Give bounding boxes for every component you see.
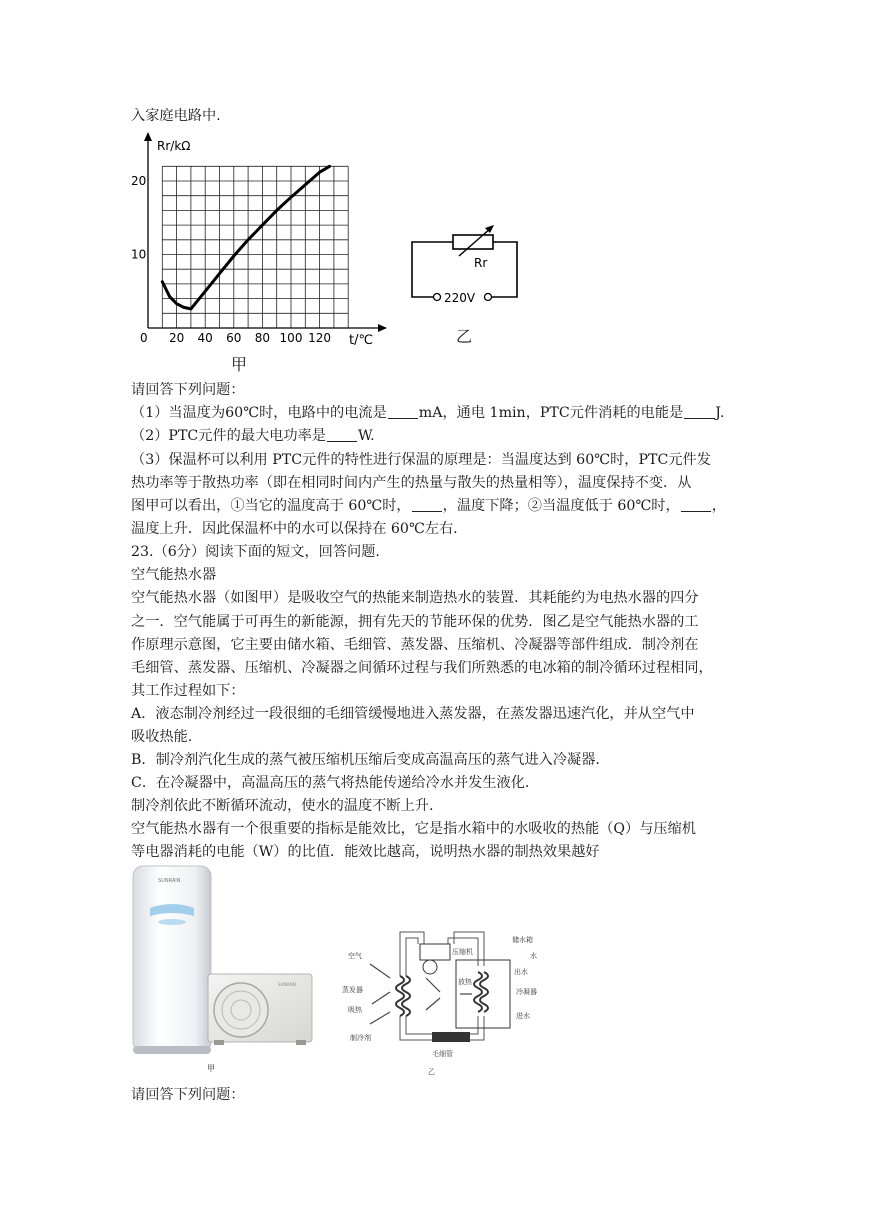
q1-text-b: mA，通电 1min，PTC元件消耗的电能是 <box>418 405 684 421</box>
x-axis-arrow <box>378 324 387 332</box>
diagram-caption: 乙 <box>428 1068 435 1076</box>
photo-caption: 甲 <box>207 1064 215 1073</box>
x-axis-label: t/℃ <box>349 333 374 348</box>
question-2 <box>131 426 741 446</box>
label-water: 水 <box>530 952 537 960</box>
y-tick-label: 10 <box>131 247 147 262</box>
cycle-line: 制冷剂依此不断循环流动，使水的温度不断上升. <box>131 798 434 814</box>
label-evaporator: 蒸发器 <box>342 986 363 994</box>
brand-logo: SUNRAIN <box>158 878 181 884</box>
tank-base <box>133 1046 211 1054</box>
heat-arrow <box>370 1012 390 1024</box>
article-title: 空气能热水器 <box>131 567 217 583</box>
heat-arrow <box>370 964 390 978</box>
efficiency-line: 等电器消耗的电能（W）的比值．能效比越高，说明热水器的制热效果越好 <box>131 844 600 860</box>
x-tick-label: 60 <box>226 331 242 345</box>
label-release: 放热 <box>458 978 472 986</box>
label-absorb: 吸热 <box>348 1006 362 1014</box>
question-3-line: 热功率等于散热功率（即在相同时间内产生的热量与散失的热量相等），温度保持不变．从 <box>131 475 692 491</box>
x-tick-label: 120 <box>308 331 332 345</box>
terminal <box>485 294 492 301</box>
q3-text-a: 图甲可以看出，①当它的温度高于 60℃时， <box>131 498 411 514</box>
q2-text-a: （2）PTC元件的最大电功率是 <box>131 428 326 444</box>
water-tank <box>133 866 211 1052</box>
final-prompt: 请回答下列问题： <box>131 1087 245 1103</box>
step-a-line: 吸收热能. <box>131 729 193 745</box>
step-a-line: A．液态制冷剂经过一段很细的毛细管缓慢地进入蒸发器，在蒸发器迅速汽化，并从空气中 <box>131 706 695 722</box>
question-3-line <box>131 496 741 516</box>
answer-blank <box>327 427 357 442</box>
x-tick-label: 100 <box>279 331 303 345</box>
y-tick-label: 20 <box>131 174 147 188</box>
pipe <box>406 1016 432 1034</box>
heat-arrow <box>426 998 440 1010</box>
circuit-diagram <box>405 222 530 307</box>
efficiency-line: 空气能热水器有一个很重要的指标是能效比，它是指水箱中的水吸收的热能（Q）与压缩机 <box>131 821 696 837</box>
ptc-resistor <box>453 235 493 249</box>
step-c-line: C．在冷凝器中，高温高压的蒸气将热能传递给冷水并发生液化. <box>131 775 530 791</box>
brand-logo: SUNRAIN <box>278 982 296 987</box>
problem-23-title: 23.（6分）阅读下面的短文，回答问题. <box>131 544 380 560</box>
graph-grid <box>162 166 348 328</box>
q1-text-a: （1）当温度为60℃时，电路中的电流是 <box>131 405 387 421</box>
label-capillary: 毛细管 <box>432 1050 453 1058</box>
resistor-label: Rr <box>474 256 488 270</box>
question-prompt: 请回答下列问题： <box>131 382 245 398</box>
resistance-temperature-graph <box>125 130 395 355</box>
x-tick-label: 20 <box>168 331 185 345</box>
capillary-tube <box>432 1032 470 1042</box>
article-paragraph-line: 作原理示意图，它主要由储水箱、毛细管、蒸发器、压缩机、冷凝器等部件组成．制冷剂在 <box>131 637 699 653</box>
unit-foot <box>214 1040 224 1045</box>
q2-text-b: W. <box>357 428 375 444</box>
condenser-coil <box>474 972 482 1012</box>
pipe <box>470 1016 478 1034</box>
label-air: 空气 <box>348 952 362 960</box>
graph-caption: 甲 <box>231 355 248 374</box>
source-label: 220V <box>444 291 476 305</box>
label-inlet: 进水 <box>516 1012 530 1020</box>
heat-arrow <box>372 992 390 1004</box>
question-3-line: （3）保温杯可以利用 PTC元件的特性进行保温的原理是：当温度达到 60℃时，PTC元件发 <box>131 452 711 468</box>
y-axis-label: Rr/kΩ <box>157 139 191 153</box>
x-tick-label: 80 <box>254 331 271 345</box>
step-b-line: B．制冷剂汽化生成的蒸气被压缩机压缩后变成高温高压的蒸气进入冷凝器. <box>131 752 600 768</box>
label-outlet: 出水 <box>514 968 528 976</box>
q3-text-c: ， <box>711 498 726 514</box>
origin-label: 0 <box>140 331 148 345</box>
terminal <box>434 294 441 301</box>
resistance-curve <box>162 166 329 309</box>
circuit-wire <box>412 242 453 297</box>
unit-foot <box>296 1040 306 1045</box>
label-refrigerant: 制冷剂 <box>350 1034 371 1042</box>
pipe <box>400 1016 432 1040</box>
working-principle-diagram <box>340 918 570 1078</box>
circuit-caption: 乙 <box>456 327 473 346</box>
q3-text-b: ，温度下降；②当温度低于 60℃时， <box>442 498 680 514</box>
question-3-line: 温度上升．因此保温杯中的水可以保持在 60℃左右. <box>131 521 458 537</box>
question-1 <box>131 403 741 423</box>
article-paragraph-line: 毛细管、蒸发器、压缩机、冷凝器之间循环过程与我们所熟悉的电冰箱的制冷循环过程相同， <box>131 660 713 676</box>
article-paragraph-line: 之一．空气能属于可再生的新能源，拥有先天的节能环保的优势．图乙是空气能热水器的工 <box>131 614 699 630</box>
q1-text-c: J. <box>715 405 725 421</box>
x-tick-label: 40 <box>197 331 213 345</box>
article-paragraph-line: 空气能热水器（如图甲）是吸收空气的热能来制造热水的装置．其耗能约为电热水器的四分 <box>131 590 699 606</box>
compressor-motor <box>423 960 437 974</box>
label-tank: 储水箱 <box>512 936 533 944</box>
tank-decoration <box>158 919 186 925</box>
answer-blank <box>684 404 714 419</box>
answer-blank <box>388 404 418 419</box>
compressor <box>420 944 450 960</box>
article-paragraph-line: 其工作过程如下： <box>131 683 245 699</box>
label-condenser: 冷凝器 <box>516 988 537 996</box>
answer-blank <box>412 497 442 512</box>
y-axis-arrow <box>144 132 152 141</box>
answer-blank <box>681 497 711 512</box>
heat-arrow <box>426 978 440 992</box>
label-compressor: 压缩机 <box>452 948 473 956</box>
heater-photo <box>128 864 328 1064</box>
evaporator-coil <box>396 976 404 1016</box>
circuit-wire <box>492 242 517 297</box>
intro-line: 入家庭电路中. <box>131 108 221 124</box>
pipe <box>406 938 418 976</box>
